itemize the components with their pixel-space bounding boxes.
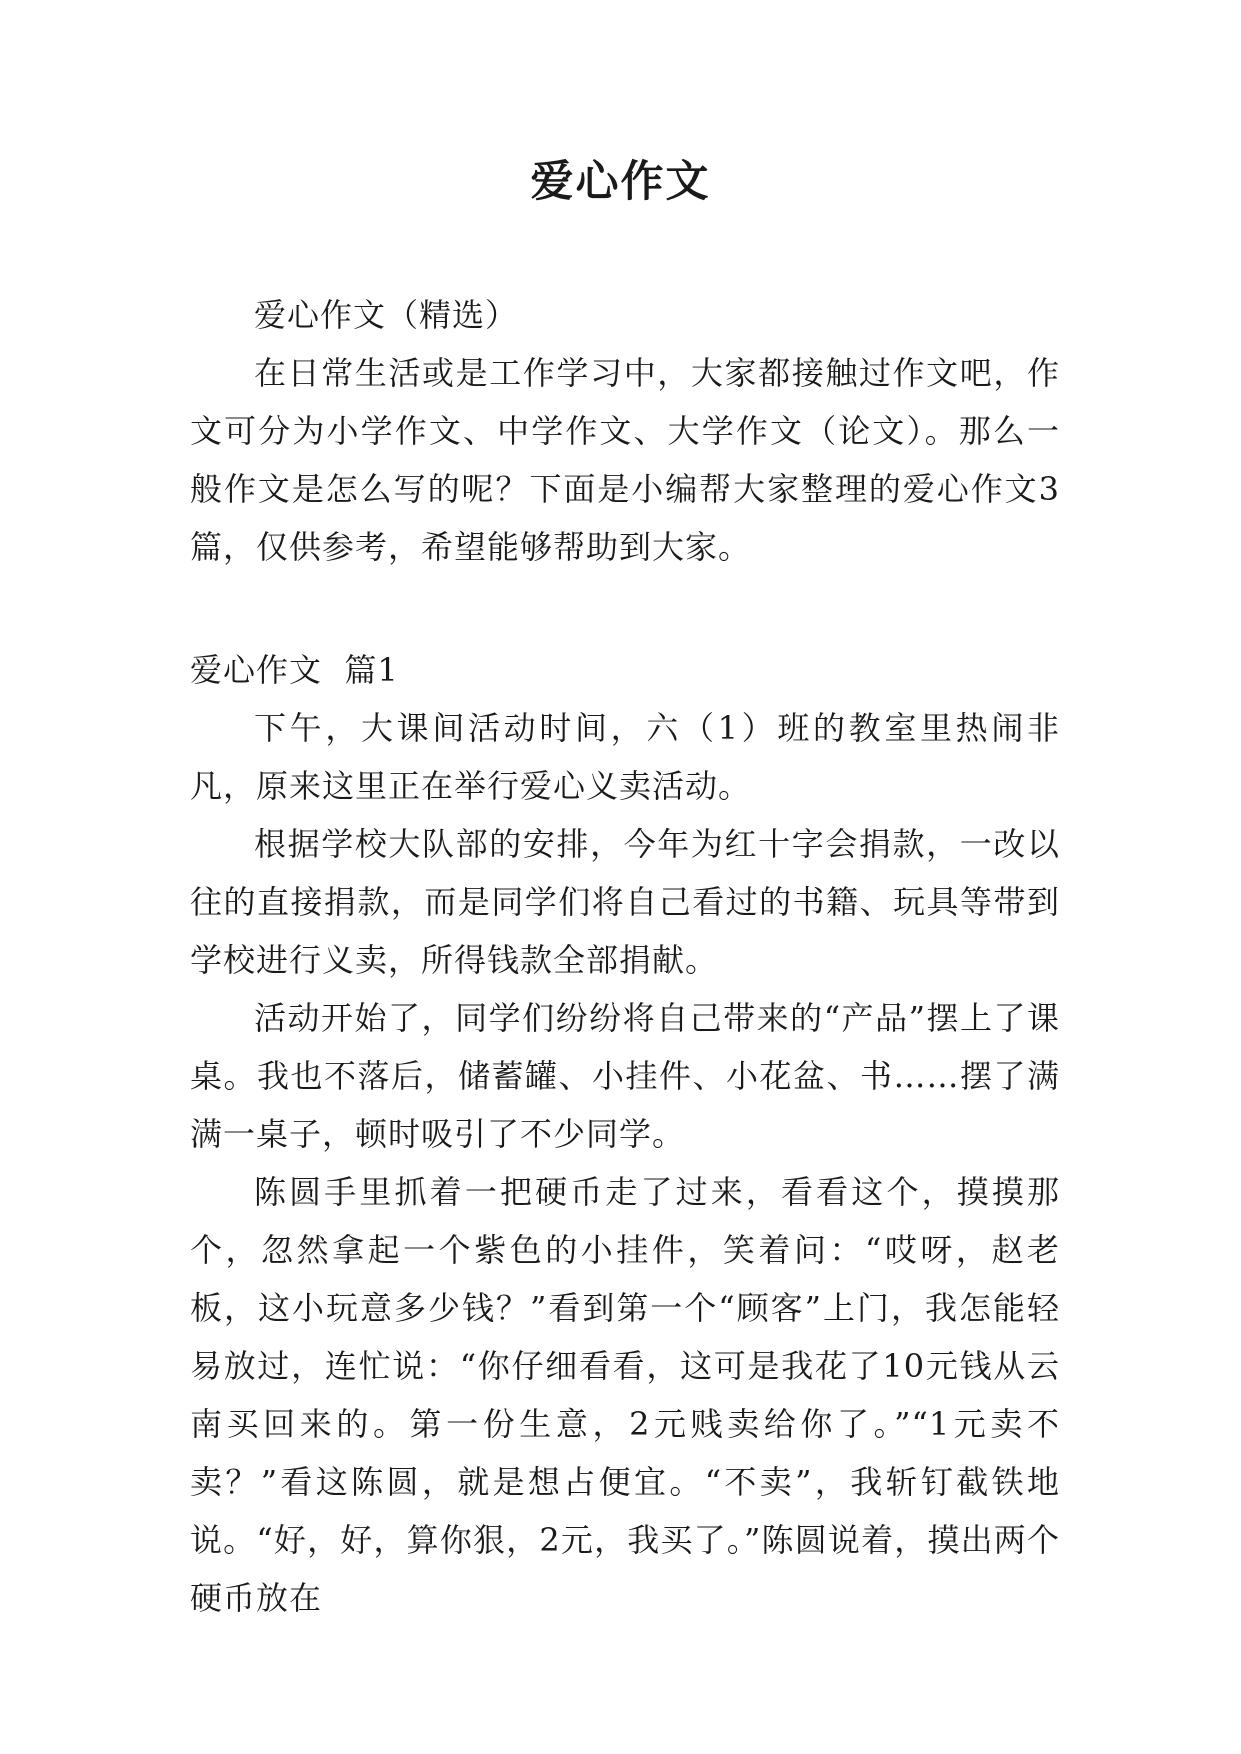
essay-paragraph: 活动开始了，同学们纷纷将自己带来的“产品”摆上了课桌。我也不落后，储蓄罐、小挂件、小花盆、书……摆了满满一桌子，顿时吸引了不少同学。 [190, 999, 1060, 1153]
essay-paragraph: 陈圆手里抓着一把硬币走了过来，看看这个，摸摸那个，忽然拿起一个紫色的小挂件，笑着问：“哎呀，赵老板，这小玩意多少钱？”看到第一个“顾客”上门，我怎能轻易放过，连忙说：“你仔细看看，这可是我花了10元钱从云南买回来的。第一份生意，2元贱卖给你了。”“1元卖不卖？”看这陈圆，就是想占便宜。“不卖”，我斩钉截铁地说。“好，好，算你狠，2元，我买了。”陈圆说着，摸出两个硬币放在 [190, 1173, 1060, 1617]
essay-paragraph: 下午，大课间活动时间，六（1）班的教室里热闹非凡，原来这里正在举行爱心义卖活动。 [190, 709, 1060, 805]
document-title: 爱心作文 [530, 157, 711, 207]
intro-subtitle: 爱心作文（精选） [254, 296, 519, 334]
section-heading: 爱心作文 篇1 [190, 651, 399, 689]
intro-paragraph: 在日常生活或是工作学习中，大家都接触过作文吧，作文可分为小学作文、中学作文、大学作文（论文）。那么一般作文是怎么写的呢？下面是小编帮大家整理的爱心作文3篇，仅供参考，希望能够帮助到大家。 [190, 354, 1060, 566]
intro-block [190, 286, 1060, 576]
essay-paragraph: 根据学校大队部的安排，今年为红十字会捐款，一改以往的直接捐款，而是同学们将自己看过的书籍、玩具等带到学校进行义卖，所得钱款全部捐献。 [190, 825, 1060, 979]
essay-section [190, 641, 1060, 1627]
